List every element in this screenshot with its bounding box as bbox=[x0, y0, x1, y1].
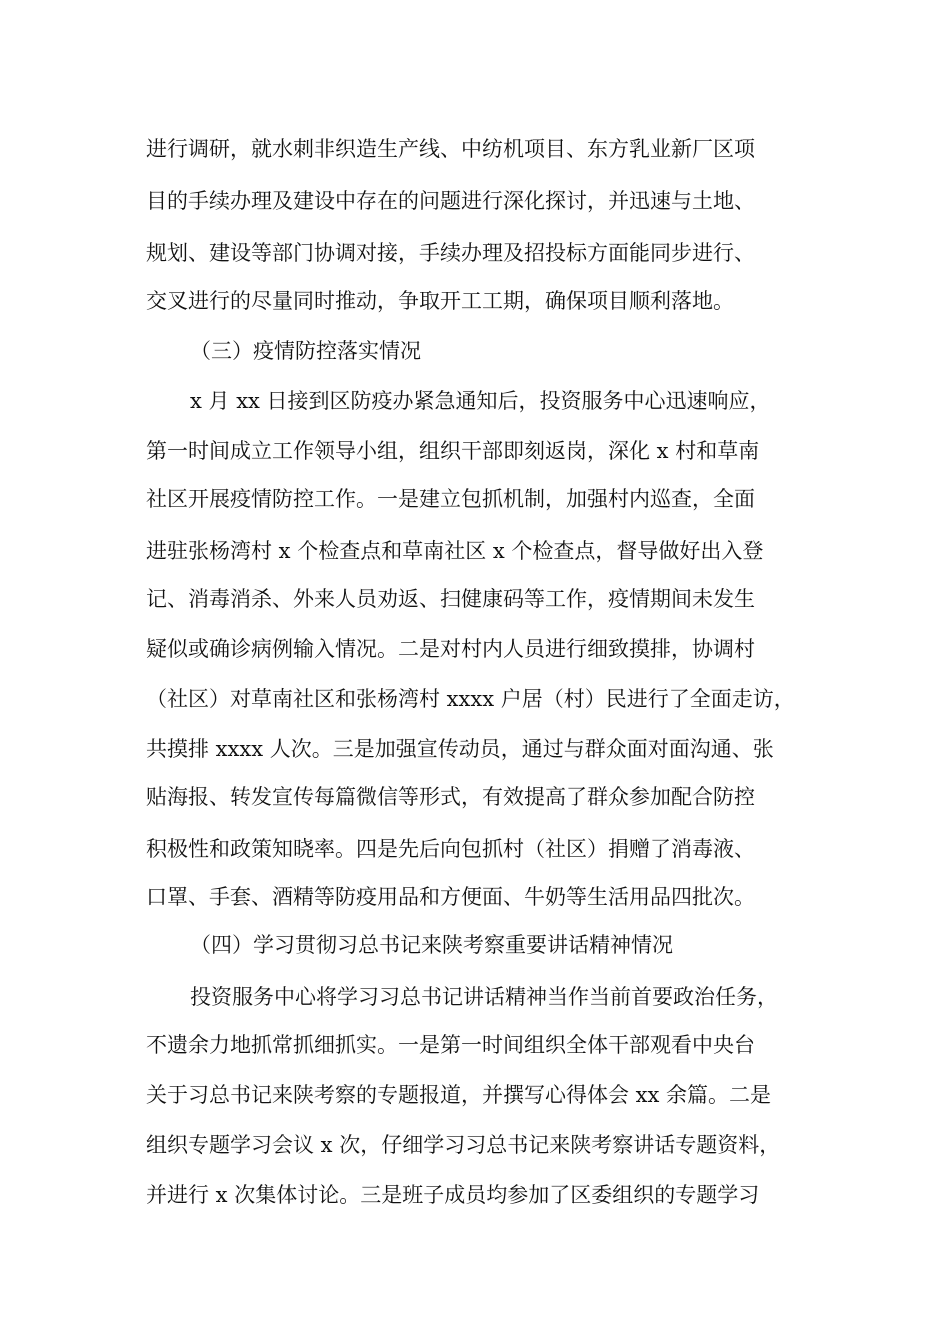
paragraph-line: 并进行 x 次集体讨论。三是班子成员均参加了区委组织的专题学习 bbox=[146, 1183, 760, 1207]
paragraph-line: 规划、建设等部门协调对接，手续办理及招投标方面能同步进行、 bbox=[146, 241, 755, 265]
paragraph-line: 共摸排 xxxx 人次。三是加强宣传动员，通过与群众面对面沟通、张 bbox=[146, 737, 774, 761]
section-heading-4: （四）学习贯彻习总书记来陕考察重要讲话精神情况 bbox=[190, 933, 673, 957]
paragraph-line: 目的手续办理及建设中存在的问题进行深化探讨，并迅速与土地、 bbox=[146, 189, 755, 213]
paragraph-line: 社区开展疫情防控工作。一是建立包抓机制，加强村内巡查，全面 bbox=[146, 487, 755, 511]
paragraph-line: 记、消毒消杀、外来人员劝返、扫健康码等工作，疫情期间未发生 bbox=[146, 587, 755, 611]
paragraph-line: 交叉进行的尽量同时推动，争取开工工期，确保项目顺利落地。 bbox=[146, 289, 734, 313]
paragraph-line: 疑似或确诊病例输入情况。二是对村内人员进行细致摸排，协调村 bbox=[146, 637, 755, 661]
paragraph-line: 积极性和政策知晓率。四是先后向包抓村（社区）捐赠了消毒液、 bbox=[146, 837, 755, 861]
paragraph-line: 第一时间成立工作领导小组，组织干部即刻返岗，深化 x 村和草南 bbox=[146, 439, 760, 463]
paragraph-line: 组织专题学习会议 x 次，仔细学习习总书记来陕考察讲话专题资料， bbox=[146, 1133, 781, 1157]
paragraph-line: x 月 xx 日接到区防疫办紧急通知后，投资服务中心迅速响应， bbox=[190, 389, 771, 413]
paragraph-line: 不遗余力地抓常抓细抓实。一是第一时间组织全体干部观看中央台 bbox=[146, 1033, 755, 1057]
paragraph-line: 贴海报、转发宣传每篇微信等形式，有效提高了群众参加配合防控 bbox=[146, 785, 755, 809]
paragraph-line: 进行调研，就水刺非织造生产线、中纺机项目、东方乳业新厂区项 bbox=[146, 137, 755, 161]
section-heading-3: （三）疫情防控落实情况 bbox=[190, 339, 421, 363]
paragraph-line: 进驻张杨湾村 x 个检查点和草南社区 x 个检查点，督导做好出入登 bbox=[146, 539, 764, 563]
paragraph-line: 关于习总书记来陕考察的专题报道，并撰写心得体会 xx 余篇。二是 bbox=[146, 1083, 772, 1107]
paragraph-line: （社区）对草南社区和张杨湾村 xxxx 户居（村）民进行了全面走访， bbox=[146, 687, 795, 711]
paragraph-line: 口罩、手套、酒精等防疫用品和方便面、牛奶等生活用品四批次。 bbox=[146, 885, 755, 909]
paragraph-line: 投资服务中心将学习习总书记讲话精神当作当前首要政治任务， bbox=[190, 985, 778, 1009]
